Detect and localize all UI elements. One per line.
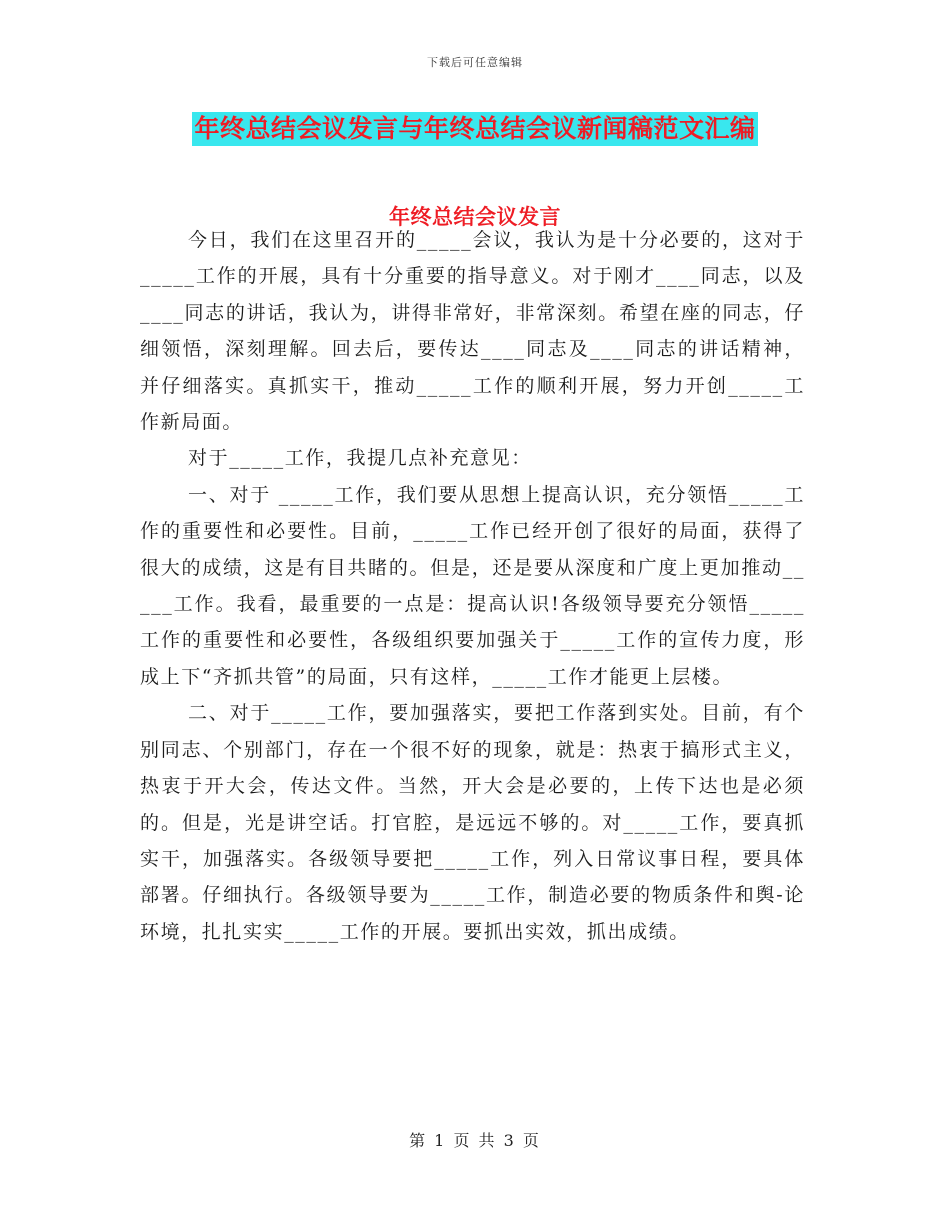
paragraph-point-two: 二、对于_____工作，要加强落实，要把工作落到实处。目前，有个别同志、个别部门，存在一个很不好的现象，就是：热衷于搞形式主义，热衷于开大会，传达文件。当然，开大会是必要的，上传下达也是必须的。但是，光是讲空话。打官腔，是远远不够的。对_____工作，要真抓实干，加强落实。各级领导要把_____工作，列入日常议事日程，要具体部署。仔细执行。各级领导要为_____工作，制造必要的物质条件和舆-论环境，扎扎实实_____工作的开展。要抓出实效，抓出成绩。 [140,702,805,943]
page-footer: 第 1 页 共 3 页 [409,1131,541,1150]
paragraph-point-one: 一、对于 _____工作，我们要从思想上提高认识，充分领悟_____工作的重要性和必要性。目前，_____工作已经开创了很好的局面，获得了很大的成绩，这是有目共睹的。但是，还是要从深度和广度上更加推动_____工作。我看，最重要的一点是：提高认识!各级领导要充分领悟_____工作的重要性和必要性，各级组织要加强关于_____工作的宣传力度，形成上下“齐抓共管”的局面，只有这样，_____工作才能更上层楼。 [140,483,805,688]
document-body [140,222,805,950]
document-title: 年终总结会议发言与年终总结会议新闻稿范文汇编 [192,112,757,146]
paragraph-opening: 今日，我们在这里召开的_____会议，我认为是十分必要的，这对于_____工作的开展，具有十分重要的指导意义。对于刚才____同志，以及____同志的讲话，我认为，讲得非常好，非常深刻。希望在座的同志，仔细领悟，深刻理解。回去后，要传达____同志及____同志的讲话精神，并仔细落实。真抓实干，推动_____工作的顺利开展，努力开创_____工作新局面。 [140,229,805,434]
paragraph-intro-points: 对于_____工作，我提几点补充意见： [188,447,532,470]
header-note: 下载后可任意编辑 [427,56,523,69]
title-container [0,112,950,146]
section-title: 年终总结会议发言 [389,205,561,229]
